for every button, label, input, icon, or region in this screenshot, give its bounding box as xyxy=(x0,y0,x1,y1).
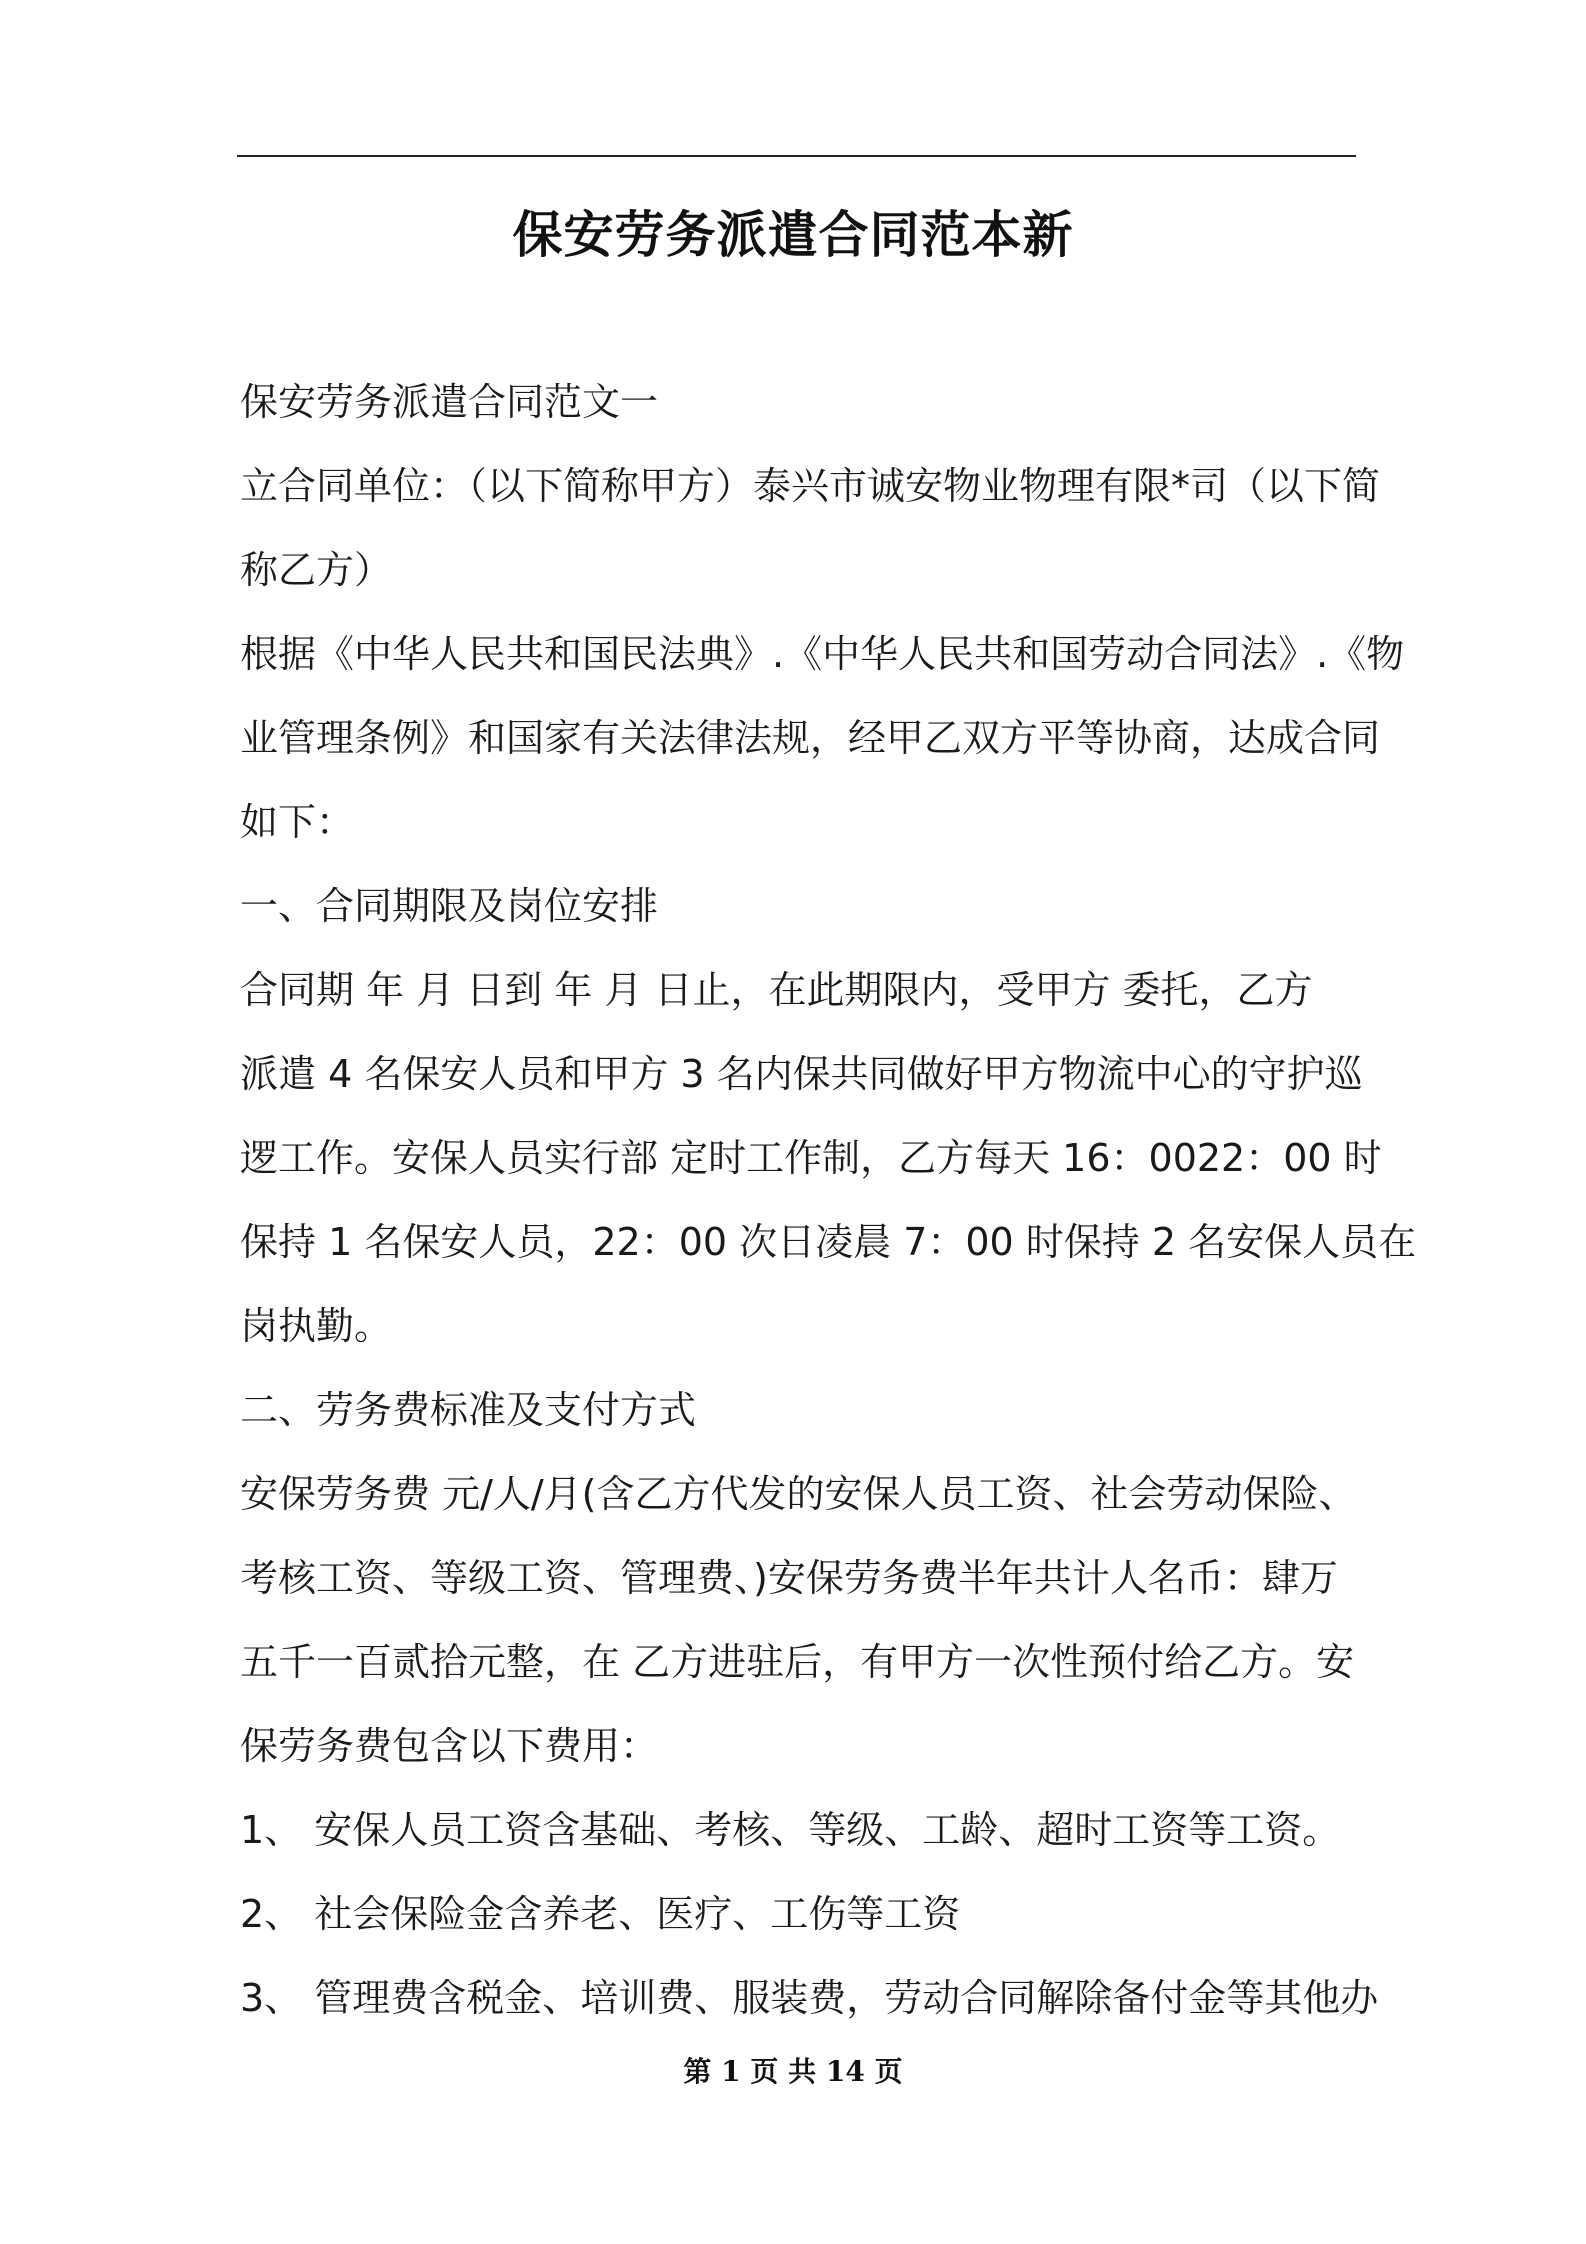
body-line: 合同期 年 月 日到 年 月 日止，在此期限内，受甲方 委托，乙方 xyxy=(240,968,1313,1012)
body-line: 根据《中华人民共和国民法典》.《中华人民共和国劳动合同法》.《物 xyxy=(240,632,1405,676)
body-line: 派遣 4 名保安人员和甲方 3 名内保共同做好甲方物流中心的守护巡 xyxy=(240,1052,1363,1096)
section-heading-contract-one: 保安劳务派遣合同范文一 xyxy=(240,380,659,424)
body-line: 岗执勤。 xyxy=(240,1304,393,1348)
body-line: 保劳务费包含以下费用： xyxy=(240,1724,659,1768)
body-line: 五千一百贰拾元整，在 乙方进驻后，有甲方一次性预付给乙方。安 xyxy=(240,1640,1355,1684)
list-item: 2、 社会保险金含养老、医疗、工伤等工资 xyxy=(240,1892,961,1936)
document-body xyxy=(240,360,1417,2040)
document-title: 保安劳务派遣合同范本新 xyxy=(512,206,1074,264)
section-heading-fees: 二、劳务费标准及支付方式 xyxy=(240,1388,697,1432)
list-item: 3、 管理费含税金、培训费、服装费，劳动合同解除备付金等其他办 xyxy=(240,1976,1379,2020)
body-line: 保持 1 名保安人员，22：00 次日凌晨 7：00 时保持 2 名安保人员在 xyxy=(240,1220,1417,1264)
page-number: 第 1 页 共 14 页 xyxy=(683,2055,903,2088)
body-line: 业管理条例》和国家有关法律法规，经甲乙双方平等协商，达成合同 xyxy=(240,716,1381,760)
body-line: 立合同单位：（以下简称甲方）泰兴市诚安物业物理有限*司（以下简 xyxy=(240,464,1381,508)
body-line: 安保劳务费 元/人/月(含乙方代发的安保人员工资、社会劳动保险、 xyxy=(240,1472,1357,1516)
body-line: 考核工资、等级工资、管理费、)安保劳务费半年共计人名币：肆万 xyxy=(240,1556,1338,1600)
list-item: 1、 安保人员工资含基础、考核、等级、工龄、超时工资等工资。 xyxy=(240,1808,1341,1852)
header-rule xyxy=(237,155,1356,157)
body-line: 称乙方） xyxy=(240,548,393,592)
body-line: 如下： xyxy=(240,800,355,844)
body-line: 逻工作。安保人员实行部 定时工作制，乙方每天 16：0022：00 时 xyxy=(240,1136,1382,1180)
section-heading-term: 一、合同期限及岗位安排 xyxy=(240,884,659,928)
